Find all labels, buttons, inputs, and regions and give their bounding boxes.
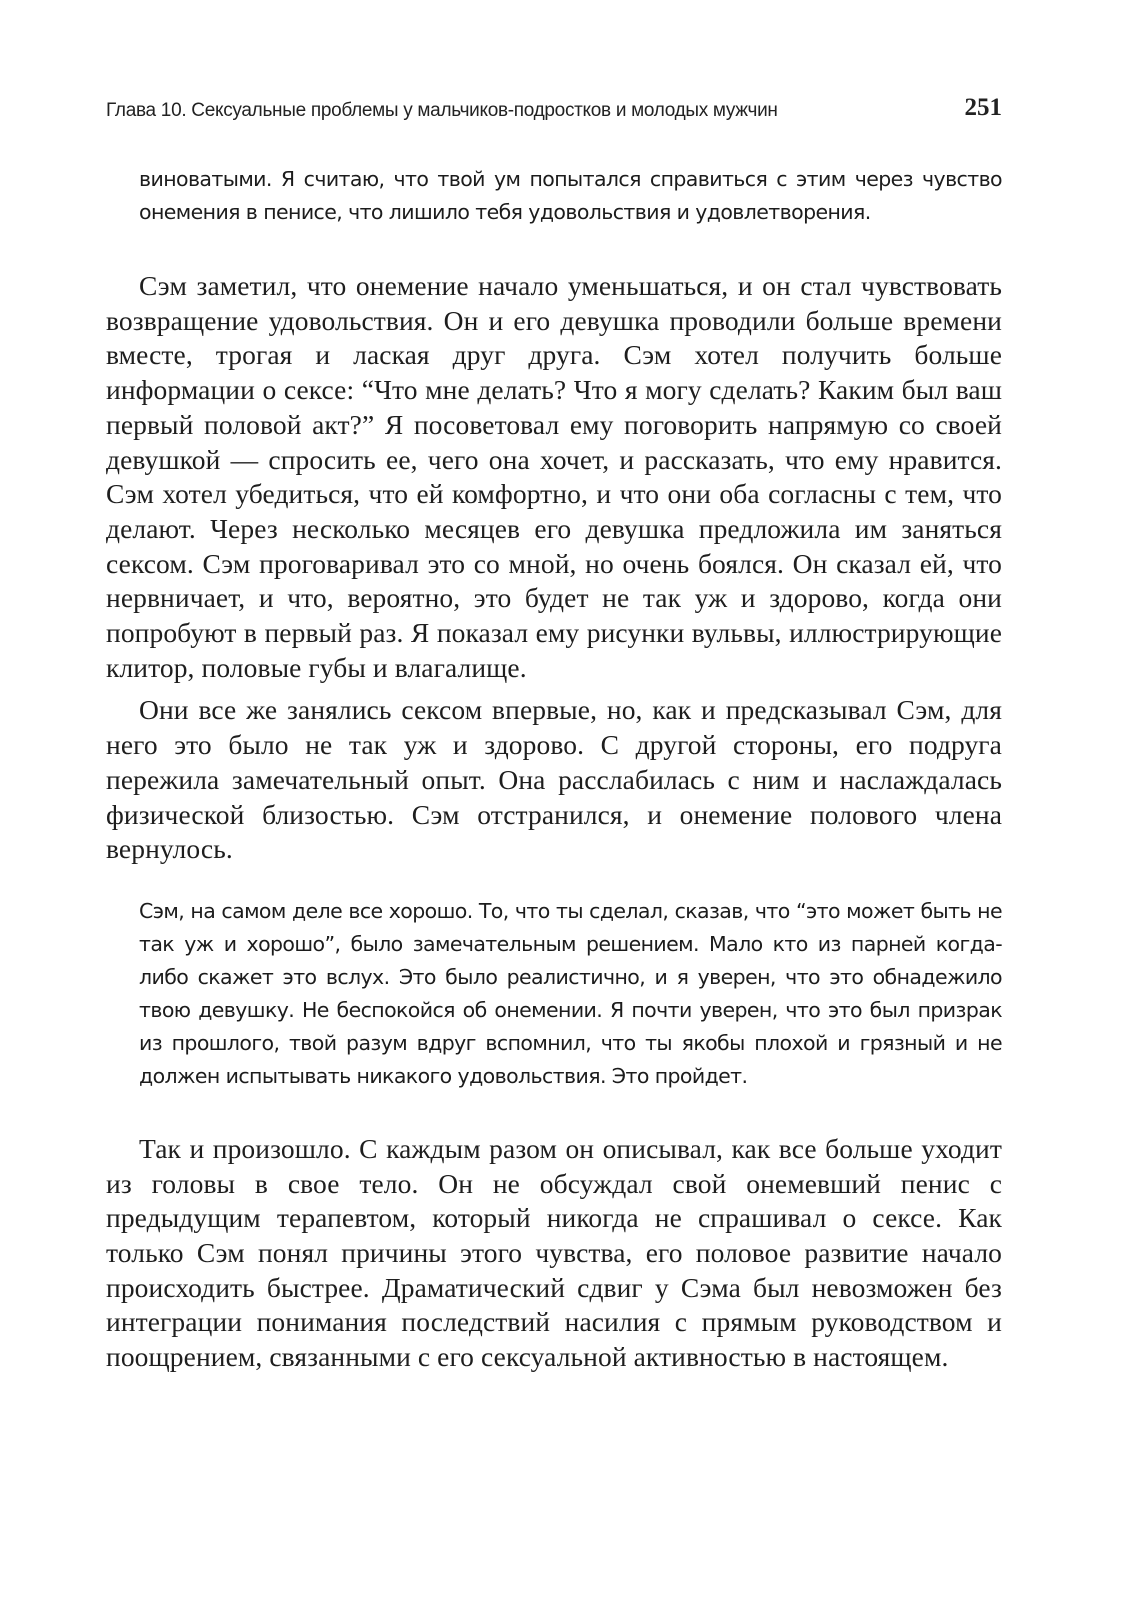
- running-header: [106, 94, 1002, 134]
- body-paragraph-2: Они все же занялись сексом впервые, но, как и предсказывал Сэм, для него это было не так уж и здорово. С другой стороны, его подруга пережила замечательный опыт. Она расслабилась с ним и наслаждалась физической близостью. Сэм отстранился, и онемение полового члена вернулось.: [106, 694, 1002, 865]
- therapist-advice-continued: виноватыми. Я считаю, что твой ум попытался справиться с этим через чувство онемения в пенисе, что лишило тебя удовольствия и удовлетворения.: [139, 167, 1002, 224]
- page-number: 251: [964, 94, 1002, 121]
- therapist-advice: Сэм, на самом деле все хорошо. То, что ты сделал, сказав, что “это может быть не так уж и хорошо”, было замечательным решением. Мало кто из парней когда-либо скажет это вслух. Это было реалистично, и я уверен, что это обнадежило твою девушку. Не беспокойся об онемении. Я почти уверен, что это был призрак из прошлого, твой разум вдруг вспомнил, что ты якобы плохой и грязный и не должен испытывать никакого удовольствия. Это пройдет.: [139, 898, 1002, 1088]
- book-page: [106, 94, 1002, 1375]
- body-paragraph-1: Сэм заметил, что онемение начало уменьшаться, и он стал чувствовать возвращение удовольствия. Он и его девушка проводили больше времени вместе, трогая и лаская друг друга. Сэм хотел получить больше информации о сексе: “Что мне делать? Что я могу сделать? Каким был ваш первый половой акт?” Я посоветовал ему поговорить напрямую со своей девушкой — спросить ее, чего она хочет, и рассказать, что ему нравится. Сэм хотел убедиться, что ей комфортно, и что они оба согласны с тем, что делают. Через несколько месяцев его девушка предложила им заняться сексом. Сэм проговаривал это со мной, но очень боялся. Он сказал ей, что нервничает, и что, вероятно, это будет не так уж и здорово, когда они попробуют в первый раз. Я показал ему рисунки вульвы, иллюстрирующие клитор, половые губы и влагалище.: [106, 270, 1002, 683]
- chapter-title: Глава 10. Сексуальные проблемы у мальчиков-подростков и молодых мужчин: [106, 100, 778, 121]
- body-paragraph-3: Так и произошло. С каждым разом он описывал, как все больше уходит из головы в свое тело. Он не обсуждал свой онемевший пенис с предыдущим терапевтом, который никогда не спрашивал о сексе. Как только Сэм понял причины этого чувства, его половое развитие начало происходить быстрее. Драматический сдвиг у Сэма был невозможен без интеграции понимания последствий насилия с прямым руководством и поощрением, связанными с его сексуальной активностью в настоящем.: [106, 1132, 1002, 1373]
